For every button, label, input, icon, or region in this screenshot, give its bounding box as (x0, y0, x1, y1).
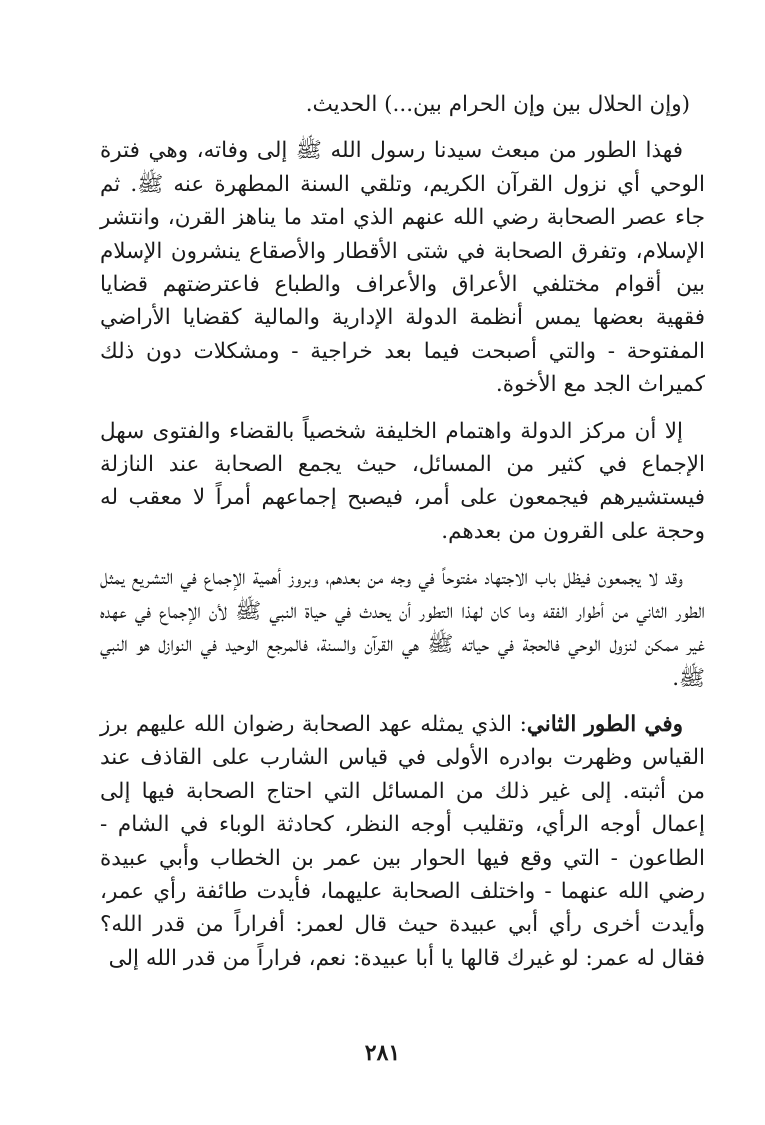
paragraph-ijtihad (100, 561, 705, 695)
paragraph-hadith-quote (100, 88, 705, 121)
paragraph-text: (وإن الحلال بين وإن الحرام بين...) الحديث. (305, 92, 690, 117)
paragraph-lead-heading: وفي الطور الثاني (526, 711, 684, 737)
paragraph-text: : الذي يمثله عهد الصحابة رضوان الله عليهم برز القياس وظهرت بوادره الأولى في قياس الشارب على القاذف عند من أثبته. إلى غير ذلك من المسائل التي احتاج الصحابة فيها إلى إعمال أوجه الرأي، وتقليب أوجه النظر، كحادثة الوباء في الشام - الطاعون - التي وقع فيها الحوار بين عمر بن الخطاب وأبي عبيدة رضي الله عنهما - واختلف الصحابة عليهما، فأيدت طائفة رأي عمر، وأيدت أخرى رأي أبي عبيدة حيث قال لعمر: أفراراً من قدر الله؟ فقال له عمر: لو غيرك قالها يا أبا عبيدة: نعم، فراراً من قدر الله إلى (100, 711, 705, 971)
paragraph-text: إلا أن مركز الدولة واهتمام الخليفة شخصياً بالقضاء والفتوى سهل الإجماع في كثير من المسائل، حيث يجمع الصحابة عند النازلة فيستشيرهم فيجمعون على أمر، فيصبح إجماعهم أمراً لا معقب له وحجة على القرون من بعدهم. (100, 418, 705, 544)
paragraph-second-stage (100, 708, 705, 975)
page-body (100, 88, 705, 988)
paragraph-revelation-era (100, 134, 705, 401)
page-number: ٢٨١ (364, 1040, 401, 1066)
paragraph-text: فهذا الطور من مبعث سيدنا رسول الله ﷺ إلى وفاته، وهي فترة الوحي أي نزول القرآن الكريم، وتلقي السنة المطهرة عنه ﷺ. ثم جاء عصر الصحابة رضي الله عنهم الذي امتد ما يناهز القرن، وانتشر الإسلام، وتفرق الصحابة في شتى الأقطار والأصقاع ينشرون الإسلام بين أقوام مختلفي الأعراق والأعراف والطباع فاعترضتهم قضايا فقهية بعضها يمس أنظمة الدولة الإدارية والمالية كقضايا الأراضي المفتوحة - والتي أصبحت فيما بعد خراجية - ومشكلات دون ذلك كميراث الجد مع الأخوة. (100, 138, 705, 398)
paragraph-text: وقد لا يجمعون فيظل باب الاجتهاد مفتوحاً في وجه من بعدهم، وبروز أهمية الإجماع في التشريع يمثل الطور الثاني من أطوار الفقه وما كان لهذا التطور أن يحدث في حياة النبي ﷺ لأن الإجماع في عهده غير ممكن لنزول الوحي فالحجة في حياته ﷺ هي القرآن والسنة، فالمرجع الوحيد في النوازل هو النبي ﷺ. (100, 565, 705, 691)
paragraph-consensus (100, 415, 705, 549)
